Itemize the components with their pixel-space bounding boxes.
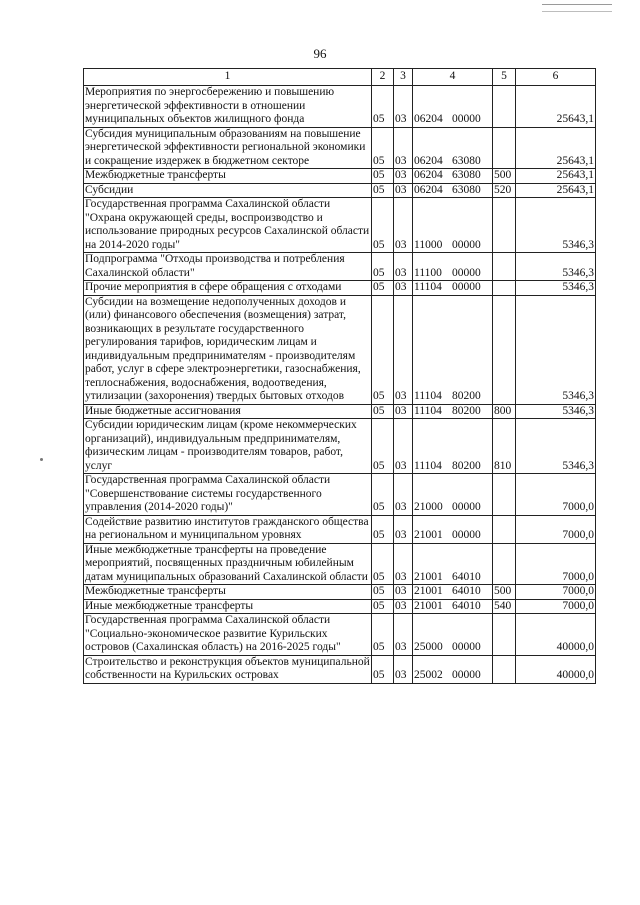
row-expense-type: 810 <box>493 419 516 474</box>
row-target-article <box>413 543 493 585</box>
row-name: Субсидия муниципальным образованиям на повышение энергетической эффективности региональной экономики и сокращение издержек в бюджетном секторе <box>84 127 372 169</box>
budget-table <box>83 68 596 684</box>
row-name: Иные межбюджетные трансферты на проведение мероприятий, посвященных праздничным юбилейным датам муниципальных образований Сахалинской области <box>84 543 372 585</box>
table-row <box>84 515 596 543</box>
row-subsection: 03 <box>394 599 413 614</box>
row-target-article <box>413 515 493 543</box>
row-section: 05 <box>372 543 394 585</box>
row-amount: 40000,0 <box>516 655 596 683</box>
row-expense-type: 800 <box>493 404 516 419</box>
row-expense-type <box>493 127 516 169</box>
row-direction-code: 64010 <box>452 570 481 583</box>
row-program-code: 11000 <box>414 238 443 251</box>
column-header-name: 1 <box>84 69 372 86</box>
row-direction-code: 00000 <box>452 266 481 279</box>
row-direction-code: 64010 <box>452 599 481 612</box>
row-name: Строительство и реконструкция объектов муниципальной собственности на Курильских островах <box>85 655 370 681</box>
row-target-article <box>413 655 493 683</box>
row-direction-code: 00000 <box>452 641 481 653</box>
row-target-article <box>413 419 493 474</box>
row-section: 05 <box>372 198 394 253</box>
row-program-code: 21001 <box>414 570 443 583</box>
row-name: Субсидии на возмещение недополученных доходов и (или) финансового обеспечения (возмещения) затрат, возникающих в результате государственного регулирования тарифов, юридическим лицам и индивидуальным предпринимателям - производителям работ, услуг в сфере электроэнергетики, газоснабжения, теплоснабжения, водоснабжения, водоотведения, утилизации (захоронения) твердых бытовых отходов <box>84 295 372 404</box>
row-target-article <box>413 474 493 516</box>
row-section: 05 <box>372 295 394 404</box>
row-expense-type <box>493 281 516 296</box>
row-expense-type: 500 <box>493 169 516 184</box>
row-program-code: 06204 <box>414 169 443 181</box>
row-amount: 7000,0 <box>516 543 596 585</box>
table-row <box>84 419 596 474</box>
row-program-code: 25002 <box>414 669 443 681</box>
row-expense-type <box>493 474 516 516</box>
row-subsection: 03 <box>394 515 413 543</box>
row-target-article <box>413 614 493 656</box>
row-direction-code: 00000 <box>452 238 481 251</box>
row-target-article <box>413 253 493 281</box>
column-header-target-article: 4 <box>413 69 493 86</box>
table-row <box>84 474 596 516</box>
row-section: 05 <box>372 585 394 600</box>
row-section: 05 <box>372 253 394 281</box>
row-program-code: 06204 <box>414 183 443 196</box>
row-direction-code: 63080 <box>452 154 481 167</box>
row-name: Межбюджетные трансферты <box>84 169 372 184</box>
row-name: Государственная программа Сахалинской области "Охрана окружающей среды, воспроизводство и использование природных ресурсов Сахалинской области на 2014-2020 годы" <box>84 198 372 253</box>
table-row <box>84 183 596 198</box>
row-subsection: 03 <box>394 585 413 600</box>
row-name: Иные межбюджетные трансферты <box>84 599 372 614</box>
row-name: Государственная программа Сахалинской области "Социально-экономическое развитие Курильских островов (Сахалинская область) на 2016-2025 годы" <box>84 614 372 656</box>
row-expense-type <box>493 253 516 281</box>
row-subsection: 03 <box>394 169 413 184</box>
column-header-expense-type: 5 <box>493 69 516 86</box>
row-name: Прочие мероприятия в сфере обращения с отходами <box>84 281 372 296</box>
column-header-subsection: 3 <box>394 69 413 86</box>
row-section: 05 <box>372 404 394 419</box>
row-section: 05 <box>372 419 394 474</box>
row-section: 05 <box>372 599 394 614</box>
row-section: 05 <box>372 183 394 198</box>
row-direction-code: 64010 <box>452 585 481 597</box>
row-subsection: 03 <box>394 295 413 404</box>
row-name: Содействие развитию институтов гражданского общества на региональном и муниципальном уровнях <box>84 515 372 543</box>
row-amount: 7000,0 <box>516 474 596 516</box>
row-expense-type: 500 <box>493 585 516 600</box>
row-subsection: 03 <box>394 86 413 128</box>
row-program-code: 11104 <box>414 404 442 417</box>
row-program-code: 11104 <box>414 459 442 472</box>
row-expense-type <box>493 543 516 585</box>
row-amount: 25643,1 <box>516 127 596 169</box>
row-direction-code: 80200 <box>452 404 481 417</box>
row-program-code: 06204 <box>414 113 443 125</box>
table-row <box>84 599 596 614</box>
table-row <box>84 169 596 184</box>
table-row <box>84 655 596 683</box>
column-header-section: 2 <box>372 69 394 86</box>
row-expense-type <box>493 614 516 656</box>
row-amount: 5346,3 <box>516 419 596 474</box>
row-target-article <box>413 599 493 614</box>
row-subsection: 03 <box>394 127 413 169</box>
row-section: 05 <box>372 86 394 128</box>
row-amount: 25643,1 <box>516 86 596 128</box>
table-row <box>84 127 596 169</box>
table-row <box>84 281 596 296</box>
row-program-code: 25000 <box>414 641 443 653</box>
row-expense-type <box>493 515 516 543</box>
row-target-article <box>413 585 493 600</box>
row-amount: 5346,3 <box>516 404 596 419</box>
row-program-code: 21000 <box>414 501 443 513</box>
row-direction-code: 00000 <box>452 529 481 541</box>
row-direction-code: 00000 <box>452 669 481 681</box>
column-header-amount: 6 <box>516 69 596 86</box>
table-row <box>84 614 596 656</box>
row-target-article <box>413 295 493 404</box>
scan-dot-mark <box>40 458 43 461</box>
row-direction-code: 00000 <box>452 501 481 513</box>
row-expense-type: 540 <box>493 599 516 614</box>
row-target-article <box>413 281 493 296</box>
row-program-code: 11104 <box>414 390 442 402</box>
row-name: Иные бюджетные ассигнования <box>84 404 372 419</box>
row-section: 05 <box>372 127 394 169</box>
row-target-article <box>413 183 493 198</box>
row-amount: 5346,3 <box>516 253 596 281</box>
row-program-code: 06204 <box>414 154 443 167</box>
row-program-code: 21001 <box>414 585 443 597</box>
row-subsection: 03 <box>394 614 413 656</box>
table-row <box>84 543 596 585</box>
row-target-article <box>413 127 493 169</box>
row-program-code: 11104 <box>414 281 442 293</box>
row-name: Субсидии юридическим лицам (кроме некоммерческих организаций), индивидуальным предпринимателям, физическим лицам - производителям товаров, работ, услуг <box>84 419 372 474</box>
row-subsection: 03 <box>394 543 413 585</box>
table-row <box>84 404 596 419</box>
table-row <box>84 86 596 128</box>
row-direction-code: 80200 <box>452 459 481 472</box>
row-section: 05 <box>372 655 394 683</box>
row-subsection: 03 <box>394 198 413 253</box>
row-subsection: 03 <box>394 253 413 281</box>
row-expense-type <box>493 655 516 683</box>
table-row <box>84 295 596 404</box>
row-name: Мероприятия по энергосбережению и повышению энергетической эффективности в отношении муниципальных объектов жилищного фонда <box>84 86 372 128</box>
row-direction-code: 63080 <box>452 169 481 181</box>
row-section: 05 <box>372 474 394 516</box>
row-name: Межбюджетные трансферты <box>84 585 372 600</box>
row-subsection: 03 <box>394 655 413 683</box>
row-expense-type: 520 <box>493 183 516 198</box>
row-amount: 7000,0 <box>516 515 596 543</box>
row-program-code: 21001 <box>414 599 443 612</box>
table-header-row <box>84 69 596 86</box>
corner-scan-mark <box>542 4 612 12</box>
row-program-code: 21001 <box>414 529 443 541</box>
row-name: Субсидии <box>84 183 372 198</box>
row-expense-type <box>493 295 516 404</box>
row-amount: 40000,0 <box>516 614 596 656</box>
row-section: 05 <box>372 169 394 184</box>
row-section: 05 <box>372 515 394 543</box>
row-subsection: 03 <box>394 404 413 419</box>
row-subsection: 03 <box>394 281 413 296</box>
row-section: 05 <box>372 614 394 656</box>
row-target-article <box>413 404 493 419</box>
row-amount: 25643,1 <box>516 183 596 198</box>
row-direction-code: 63080 <box>452 183 481 196</box>
table-row <box>84 585 596 600</box>
row-amount: 25643,1 <box>516 169 596 184</box>
row-amount: 7000,0 <box>516 585 596 600</box>
row-target-article <box>413 198 493 253</box>
table-row <box>84 253 596 281</box>
row-name: Государственная программа Сахалинской области "Совершенствование системы государственного управления (2014-2020 годы)" <box>84 474 372 516</box>
row-direction-code: 00000 <box>452 281 481 293</box>
row-expense-type <box>493 198 516 253</box>
row-subsection: 03 <box>394 183 413 198</box>
row-target-article <box>413 86 493 128</box>
row-target-article <box>413 169 493 184</box>
row-subsection: 03 <box>394 474 413 516</box>
row-direction-code: 80200 <box>452 390 481 402</box>
row-amount: 5346,3 <box>516 295 596 404</box>
row-section: 05 <box>372 281 394 296</box>
row-amount: 7000,0 <box>516 599 596 614</box>
row-amount: 5346,3 <box>516 198 596 253</box>
table-row <box>84 198 596 253</box>
row-direction-code: 00000 <box>452 113 481 125</box>
row-subsection: 03 <box>394 419 413 474</box>
row-program-code: 11100 <box>414 266 442 279</box>
row-amount: 5346,3 <box>516 281 596 296</box>
row-name: Подпрограмма "Отходы производства и потребления Сахалинской области" <box>84 253 372 281</box>
row-expense-type <box>493 86 516 128</box>
page-number: 96 <box>313 46 327 61</box>
